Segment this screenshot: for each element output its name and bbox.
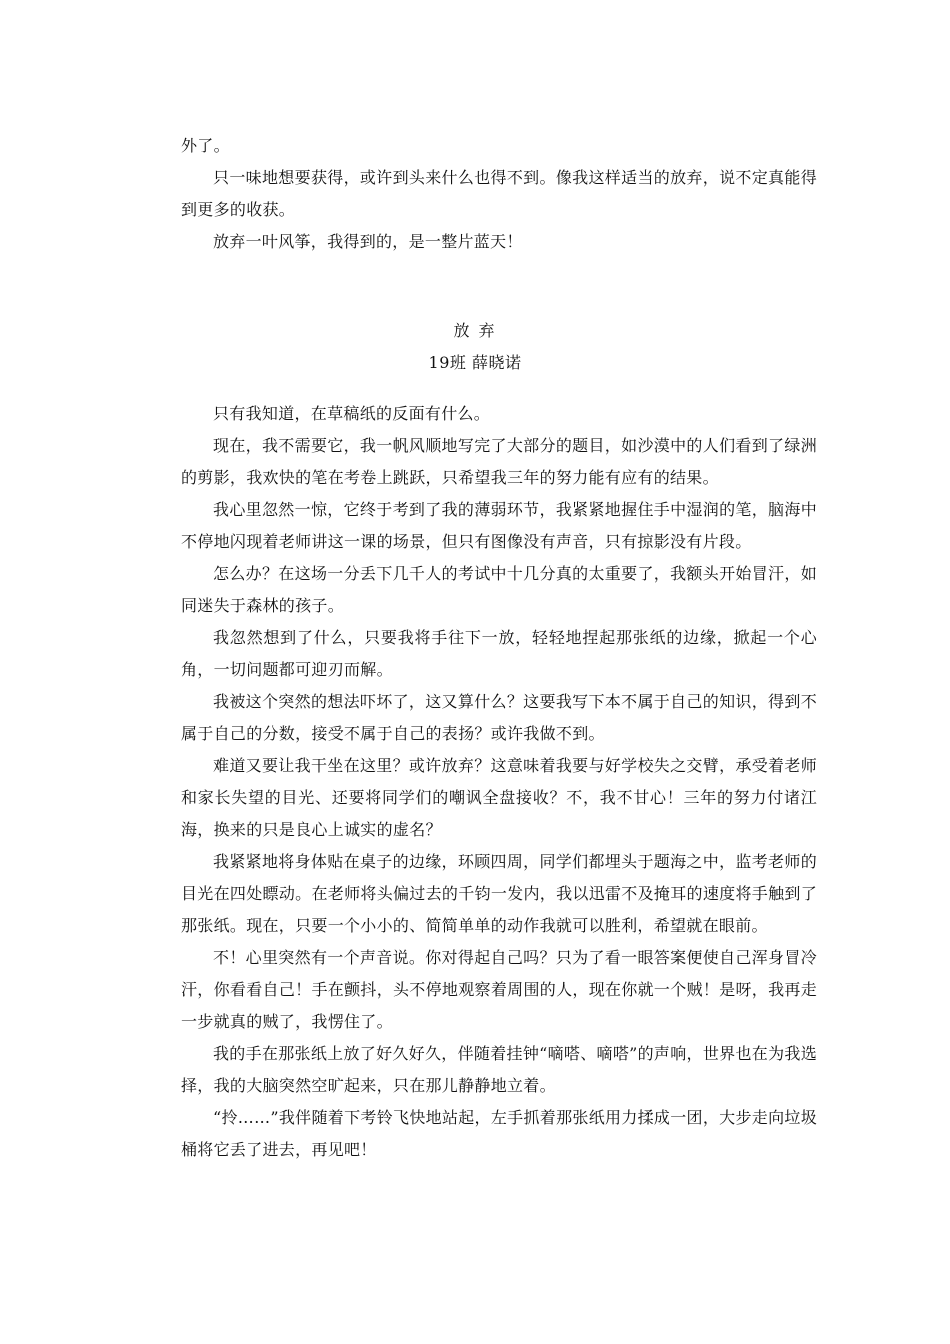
paragraph: 现在，我不需要它，我一帆风顺地写完了大部分的题目，如沙漠中的人们看到了绿洲的剪影，我欢快的笔在考卷上跳跃，只希望我三年的努力能有应有的结果。	[181, 436, 817, 487]
paragraph: 怎么办？在这场一分丢下几千人的考试中十几分真的太重要了，我额头开始冒汗，如同迷失于森林的孩子。	[181, 564, 817, 615]
paragraph: 不！心里突然有一个声音说。你对得起自己吗？只为了看一眼答案便使自己浑身冒冷汗，你看看自己！手在颤抖，头不停地观察着周围的人，现在你就一个贼！是呀，我再走一步就真的贼了，我愣住了。	[181, 948, 817, 1031]
essay-body	[181, 398, 817, 1166]
paragraph: 我忽然想到了什么，只要我将手往下一放，轻轻地捏起那张纸的边缘，掀起一个心角，一切问题都可迎刃而解。	[181, 628, 817, 679]
paragraph: 难道又要让我干坐在这里？或许放弃？这意味着我要与好学校失之交臂，承受着老师和家长失望的目光、还要将同学们的嘲讽全盘接收？不，我不甘心！三年的努力付诸江海，换来的只是良心上诚实的虚名？	[181, 756, 817, 839]
paragraph: 外了。	[181, 136, 230, 155]
paragraph: 只一味地想要获得，或许到头来什么也得不到。像我这样适当的放弃，说不定真能得到更多的收获。	[181, 168, 817, 219]
paragraph: 我的手在那张纸上放了好久好久，伴随着挂钟“嘀嗒、嘀嗒”的声响，世界也在为我选择，我的大脑突然空旷起来，只在那儿静静地立着。	[181, 1044, 817, 1095]
essay-title: 放 弃	[453, 321, 497, 340]
paragraph: 只有我知道，在草稿纸的反面有什么。	[213, 404, 491, 423]
paragraph: 我紧紧地将身体贴在桌子的边缘，环顾四周，同学们都埋头于题海之中，监考老师的目光在四处瞟动。在老师将头偏过去的千钧一发内，我以迅雷不及掩耳的速度将手触到了那张纸。现在，只要一个小小的、简简单单的动作我就可以胜利，希望就在眼前。	[181, 852, 817, 935]
paragraph: 我心里忽然一惊，它终于考到了我的薄弱环节，我紧紧地握住手中湿润的笔，脑海中不停地闪现着老师讲这一课的场景，但只有图像没有声音，只有掠影没有片段。	[181, 500, 817, 551]
paragraph: 我被这个突然的想法吓坏了，这又算什么？这要我写下本不属于自己的知识，得到不属于自己的分数，接受不属于自己的表扬？或许我做不到。	[181, 692, 817, 743]
essay-byline: 19班 薛晓诺	[428, 353, 522, 372]
previous-essay-ending	[181, 130, 817, 258]
paragraph: 放弃一叶风筝，我得到的，是一整片蓝天！	[213, 232, 523, 251]
paragraph: “拎……”我伴随着下考铃飞快地站起，左手抓着那张纸用力揉成一团，大步走向垃圾桶将它丢了进去，再见吧！	[181, 1108, 817, 1159]
